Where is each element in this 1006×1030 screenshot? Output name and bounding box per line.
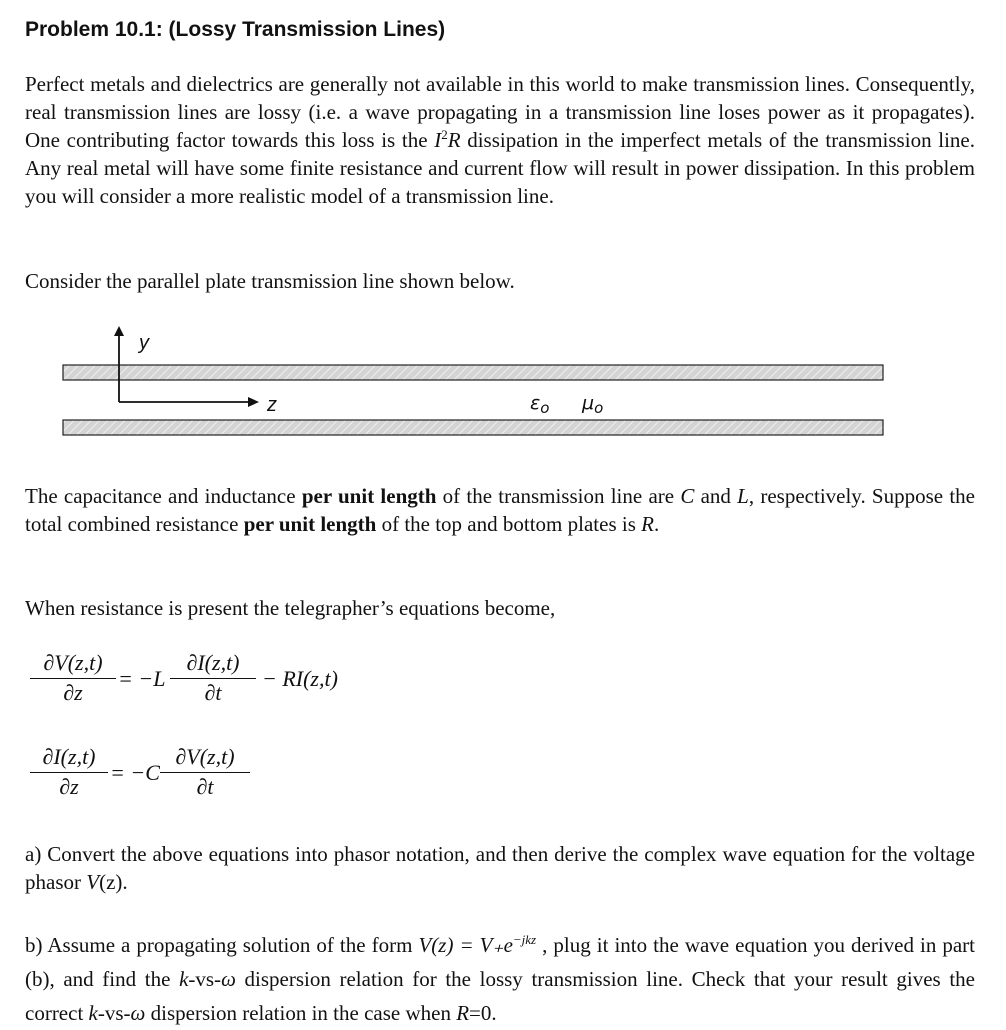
bottom-plate	[63, 420, 883, 435]
problem-title: Problem 10.1: (Lossy Transmission Lines)	[25, 18, 446, 41]
part-a-paragraph: a) Convert the above equations into phasor notation, and then derive the complex wave equation for the voltage phasor V(z).	[25, 842, 975, 894]
eq1-rhs-fraction: ∂I(z,t) ∂t	[170, 650, 256, 706]
eq1-middle: = −L	[118, 666, 166, 691]
equations-intro: When resistance is present the telegrapher’s equations become,	[25, 596, 556, 620]
epsilon-label: $\varepsilon_o$	[530, 392, 550, 417]
part-b-paragraph: b) Assume a propagating solution of the form $V(z) = V_+e^{-jkz}$ , plug it into the wave equation you derived in part (b), and find the k-vs-ω dispersion relation for the lossy transmission line. Check that your result gives the correct k-vs-ω dispersion relation in the case when R=0.	[25, 932, 976, 1025]
mu-label: $\mu_o$	[582, 392, 604, 417]
telegrapher-equation-1	[30, 650, 450, 720]
eq2-middle: = −C	[110, 760, 160, 785]
parallel-plate-diagram	[55, 320, 895, 445]
eq2-lhs-fraction: ∂I(z,t) ∂z	[30, 744, 108, 800]
y-axis-label: y	[139, 332, 149, 354]
z-axis-label: z	[267, 394, 277, 416]
figure-intro-paragraph: Consider the parallel plate transmission line shown below.	[25, 269, 515, 293]
top-plate	[63, 365, 883, 380]
eq1-lhs-fraction: ∂V(z,t) ∂z	[30, 650, 116, 706]
y-axis-arrowhead	[114, 326, 124, 336]
eq1-tail: − RI(z,t)	[262, 666, 338, 691]
telegrapher-equation-2	[30, 744, 450, 814]
solution-form-formula: V(z) = V₊e	[418, 933, 513, 957]
intro-paragraph: Perfect metals and dielectrics are generally not available in this world to make transmission lines. Consequently, real transmission lines are lossy (i.e. a wave propagating in a transmission line loses power as it propagates). One contributing factor towards this loss is the $I^2R$ dissipation in the imperfect metals of the transmission line. Any real metal will have some finite resistance and current flow will result in power dissipation. In this problem you will consider a more realistic model of a transmission line.	[25, 72, 975, 208]
eq2-rhs-fraction: ∂V(z,t) ∂t	[160, 744, 250, 800]
z-axis-arrowhead	[248, 397, 259, 407]
parameters-paragraph: The capacitance and inductance per unit length of the transmission line are C and L, respectively. Suppose the total combined resistance per unit length of the top and bottom plates is R.	[25, 484, 976, 536]
